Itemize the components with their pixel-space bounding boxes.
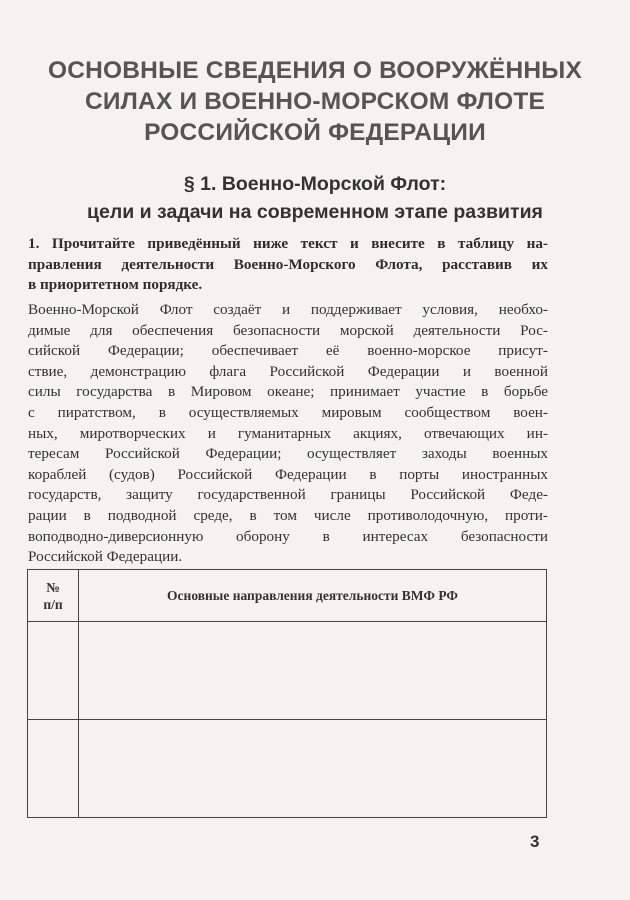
section-title <box>40 170 590 226</box>
direction-cell[interactable] <box>79 622 547 720</box>
task-instruction <box>28 234 548 296</box>
task-line: 1. Прочитайте приведённый ниже текст и внесите в таблицу на- <box>28 235 548 252</box>
chapter-title-line: РОССИЙСКОЙ ФЕДЕРАЦИИ <box>144 119 486 146</box>
body-line: силы государства в Мировом океане; принимает участие в борьбе <box>28 383 548 401</box>
body-line: Российской Федерации. <box>28 548 183 566</box>
body-line: воподводно-диверсионную оборону в интересах безопасности <box>28 527 548 545</box>
body-line: кораблей (судов) Российской Федерации в порты иностранных <box>28 465 548 483</box>
task-line: правления деятельности Военно-Морского Флота, расставив их <box>28 255 548 273</box>
body-line: сийской Федерации; обеспечивает её военно-морское присут- <box>28 342 548 360</box>
task-line: в приоритетном порядке. <box>28 276 203 293</box>
table-header-row <box>28 570 547 622</box>
chapter-title-line: ОСНОВНЫЕ СВЕДЕНИЯ О ВООРУЖЁННЫХ <box>47 57 583 84</box>
chapter-title-line: СИЛАХ И ВОЕННО-МОРСКОМ ФЛОТЕ <box>84 88 546 115</box>
body-line: Военно-Морской Флот создаёт и поддерживает условия, необхо- <box>28 301 548 318</box>
page-number: 3 <box>530 832 540 851</box>
direction-column-header: Основные направления деятельности ВМФ РФ <box>79 570 547 622</box>
body-line: рации в подводной среде, в том числе противолодочную, проти- <box>28 506 548 524</box>
body-line: тересам Российской Федерации; осуществляет заходы военных <box>28 445 548 463</box>
direction-cell[interactable] <box>79 720 547 818</box>
chapter-title <box>40 55 590 148</box>
number-header-sign: № <box>46 579 60 595</box>
body-line: с пиратством, в осуществляемых мировым сообществом воен- <box>28 403 548 421</box>
body-line: ных, миротворческих и гуманитарных акциях, отвечающих ин- <box>28 424 548 442</box>
table-row <box>28 720 547 818</box>
body-line: димые для обеспечения безопасности морской деятельности Рос- <box>28 321 548 339</box>
number-column-header <box>28 570 79 622</box>
number-cell[interactable] <box>28 720 79 818</box>
section-title-line: цели и задачи на современном этапе развития <box>87 201 543 223</box>
table-row <box>28 622 547 720</box>
number-header-abbr: п/п <box>43 596 63 612</box>
number-cell[interactable] <box>28 622 79 720</box>
body-line: государств, защиту государственной границы Российской Феде- <box>28 486 548 504</box>
section-title-line: § 1. Военно-Морской Флот: <box>183 173 447 195</box>
answer-table <box>27 569 547 818</box>
body-paragraph <box>28 300 548 568</box>
body-line: ствие, демонстрацию флага Российской Федерации и военной <box>28 362 548 380</box>
